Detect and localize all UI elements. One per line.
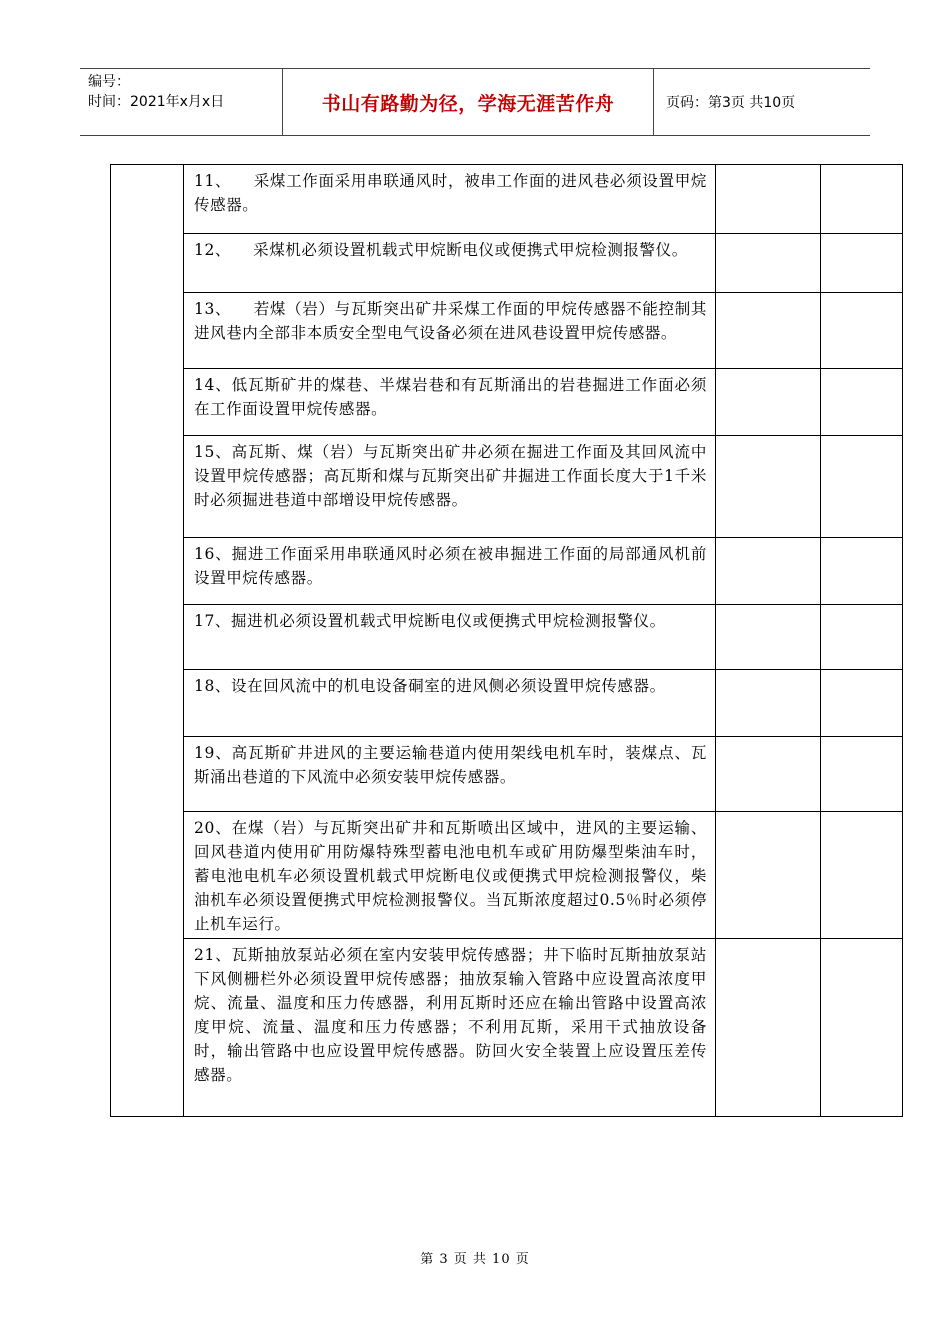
check-cell	[716, 605, 821, 670]
remark-cell	[821, 737, 903, 812]
remark-cell	[821, 234, 903, 293]
item-text: 16、掘进工作面采用串联通风时必须在被串掘进工作面的局部通风机前设置甲烷传感器。	[194, 545, 707, 587]
check-cell	[716, 165, 821, 234]
item-cell	[184, 369, 716, 436]
check-cell	[716, 812, 821, 939]
item-text: 14、低瓦斯矿井的煤巷、半煤岩巷和有瓦斯涌出的岩巷掘进工作面必须在工作面设置甲烷传感器。	[194, 376, 707, 418]
document-time-label: 时间：2021年x月x日	[88, 94, 225, 110]
check-cell	[716, 293, 821, 369]
table-row	[111, 293, 903, 369]
remark-cell	[821, 605, 903, 670]
remark-cell	[821, 165, 903, 234]
table-row	[111, 436, 903, 538]
check-cell	[716, 538, 821, 605]
table-row	[111, 670, 903, 737]
table-row	[111, 369, 903, 436]
table-row	[111, 234, 903, 293]
item-cell	[184, 436, 716, 538]
table-row	[111, 737, 903, 812]
item-text: 15、高瓦斯、煤（岩）与瓦斯突出矿井必须在掘进工作面及其回风流中设置甲烷传感器；高瓦斯和煤与瓦斯突出矿井掘进工作面长度大于1千米时必须掘进巷道中部增设甲烷传感器。	[194, 443, 707, 509]
remark-cell	[821, 538, 903, 605]
page-footer: 第 3 页 共 10 页	[420, 1252, 530, 1267]
item-cell	[184, 538, 716, 605]
remark-cell	[821, 812, 903, 939]
item-text: 12、 采煤机必须设置机载式甲烷断电仪或便携式甲烷检测报警仪。	[194, 241, 688, 259]
item-cell	[184, 293, 716, 369]
item-cell	[184, 234, 716, 293]
table-row	[111, 538, 903, 605]
check-cell	[716, 369, 821, 436]
item-text: 19、高瓦斯矿井进风的主要运输巷道内使用架线电机车时，装煤点、瓦斯涌出巷道的下风流中必须安装甲烷传感器。	[194, 744, 707, 786]
remark-cell	[821, 293, 903, 369]
checklist-table	[110, 164, 903, 1117]
table-row	[111, 812, 903, 939]
check-cell	[716, 670, 821, 737]
item-cell	[184, 670, 716, 737]
item-text: 21、瓦斯抽放泵站必须在室内安装甲烷传感器；井下临时瓦斯抽放泵站下风侧栅栏外必须设置甲烷传感器；抽放泵输入管路中应设置高浓度甲烷、流量、温度和压力传感器，利用瓦斯时还应在输出管路中设置高浓度甲烷、流量、温度和压力传感器；不利用瓦斯，采用干式抽放设备时，输出管路中也应设置甲烷传感器。防回火安全装置上应设置压差传感器。	[194, 946, 707, 1084]
item-cell	[184, 812, 716, 939]
table-row	[111, 165, 903, 234]
remark-cell	[821, 939, 903, 1117]
remark-cell	[821, 369, 903, 436]
item-text: 17、掘进机必须设置机载式甲烷断电仪或便携式甲烷检测报警仪。	[194, 612, 666, 630]
item-text: 11、 采煤工作面采用串联通风时，被串工作面的进风巷必须设置甲烷传感器。	[194, 172, 707, 214]
check-cell	[716, 234, 821, 293]
remark-cell	[821, 670, 903, 737]
check-cell	[716, 737, 821, 812]
header-motto: 书山有路勤为径，学海无涯苦作舟	[283, 69, 654, 135]
item-text: 18、设在回风流中的机电设备硐室的进风侧必须设置甲烷传感器。	[194, 677, 666, 695]
item-text: 13、 若煤（岩）与瓦斯突出矿井采煤工作面的甲烷传感器不能控制其进风巷内全部非本质安全型电气设备必须在进风巷设置甲烷传感器。	[194, 300, 707, 342]
table-row	[111, 939, 903, 1117]
check-cell	[716, 939, 821, 1117]
table-row	[111, 605, 903, 670]
category-cell	[111, 165, 184, 1117]
header-meta	[80, 69, 283, 135]
remark-cell	[821, 436, 903, 538]
item-cell	[184, 165, 716, 234]
item-cell	[184, 939, 716, 1117]
item-cell	[184, 605, 716, 670]
document-number-label: 编号：	[88, 74, 130, 90]
item-text: 20、在煤（岩）与瓦斯突出矿井和瓦斯喷出区域中，进风的主要运输、回风巷道内使用矿用防爆特殊型蓄电池电机车或矿用防爆型柴油车时，蓄电池电机车必须设置机载式甲烷断电仪或便携式甲烷检测报警仪，柴油机车必须设置便携式甲烷检测报警仪。当瓦斯浓度超过0.5％时必须停止机车运行。	[194, 819, 707, 933]
header-page-info: 页码：第3页 共10页	[666, 95, 796, 111]
page-header	[80, 68, 870, 136]
item-cell	[184, 737, 716, 812]
check-cell	[716, 436, 821, 538]
